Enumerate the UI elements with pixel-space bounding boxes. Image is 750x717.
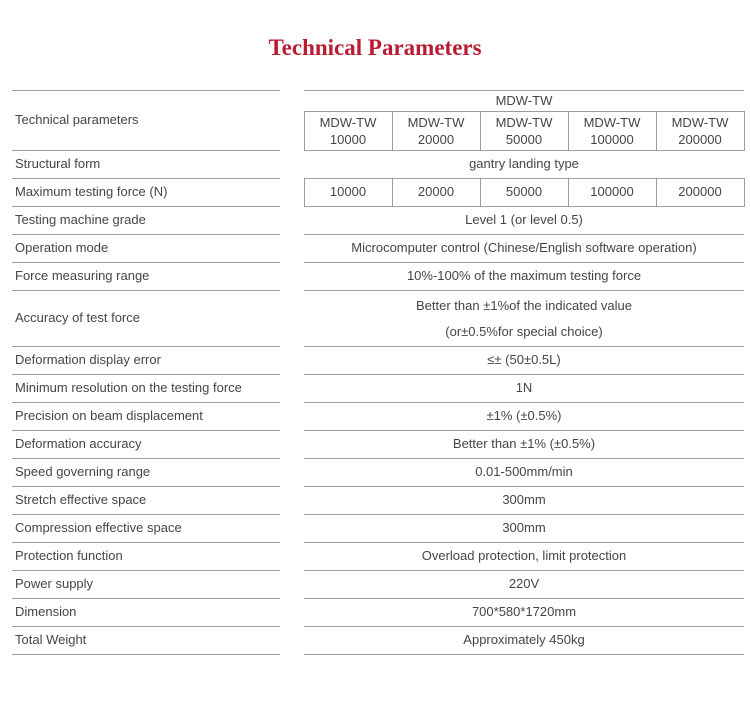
page bbox=[0, 34, 750, 655]
param-value-line: Better than ±1%of the indicated value bbox=[416, 297, 632, 313]
model-code: 20000 bbox=[417, 132, 455, 147]
param-label: Total Weight bbox=[12, 627, 280, 655]
param-label: Dimension bbox=[12, 599, 280, 627]
param-value: Level 1 (or level 0.5) bbox=[304, 207, 744, 235]
param-value: Approximately 450kg bbox=[304, 627, 744, 655]
table-row bbox=[12, 515, 744, 543]
column-gap bbox=[280, 347, 304, 375]
param-value-cell: 200000 bbox=[656, 179, 744, 207]
column-gap bbox=[280, 515, 304, 543]
param-value: 1N bbox=[304, 375, 744, 403]
column-gap bbox=[280, 235, 304, 263]
column-gap bbox=[280, 263, 304, 291]
param-value: 300mm bbox=[304, 487, 744, 515]
model-series-header: MDW-TW bbox=[304, 91, 744, 112]
param-value: 700*580*1720mm bbox=[304, 599, 744, 627]
param-label: Deformation display error bbox=[12, 347, 280, 375]
table-row bbox=[12, 627, 744, 655]
model-header-cell bbox=[568, 112, 656, 151]
model-code: 50000 bbox=[505, 132, 543, 147]
param-label: Technical parameters bbox=[12, 91, 280, 151]
model-name: MDW-TW bbox=[495, 115, 553, 130]
model-header-cell bbox=[392, 112, 480, 151]
table-row bbox=[12, 431, 744, 459]
column-gap bbox=[280, 291, 304, 347]
column-gap bbox=[280, 91, 304, 151]
table-row bbox=[12, 151, 744, 179]
table-row bbox=[12, 347, 744, 375]
param-value: 220V bbox=[304, 571, 744, 599]
model-name: MDW-TW bbox=[319, 115, 377, 130]
table-row bbox=[12, 543, 744, 571]
model-header-cell bbox=[480, 112, 568, 151]
param-label: Precision on beam displacement bbox=[12, 403, 280, 431]
param-label: Minimum resolution on the testing force bbox=[12, 375, 280, 403]
param-value: 0.01-500mm/min bbox=[304, 459, 744, 487]
table-row bbox=[12, 263, 744, 291]
column-gap bbox=[280, 375, 304, 403]
model-code: 100000 bbox=[590, 132, 634, 147]
table-row bbox=[12, 375, 744, 403]
column-gap bbox=[280, 151, 304, 179]
table-row bbox=[12, 207, 744, 235]
table-row bbox=[12, 487, 744, 515]
param-label: Structural form bbox=[12, 151, 280, 179]
table-row bbox=[12, 291, 744, 347]
param-value: Microcomputer control (Chinese/English software operation) bbox=[304, 235, 744, 263]
param-label: Deformation accuracy bbox=[12, 431, 280, 459]
param-value-cell: 10000 bbox=[304, 179, 392, 207]
column-gap bbox=[280, 431, 304, 459]
table-row bbox=[12, 403, 744, 431]
param-label: Speed governing range bbox=[12, 459, 280, 487]
param-value: Better than ±1% (±0.5%) bbox=[304, 431, 744, 459]
param-value: Overload protection, limit protection bbox=[304, 543, 744, 571]
column-gap bbox=[280, 403, 304, 431]
model-code: 10000 bbox=[329, 132, 367, 147]
column-gap bbox=[280, 459, 304, 487]
param-value-cell: 20000 bbox=[392, 179, 480, 207]
model-code: 200000 bbox=[678, 132, 722, 147]
table-row bbox=[12, 179, 744, 207]
table-row bbox=[12, 599, 744, 627]
param-label: Maximum testing force (N) bbox=[12, 179, 280, 207]
column-gap bbox=[280, 571, 304, 599]
model-header-cell bbox=[304, 112, 392, 151]
param-label: Compression effective space bbox=[12, 515, 280, 543]
column-gap bbox=[280, 627, 304, 655]
column-gap bbox=[280, 179, 304, 207]
column-gap bbox=[280, 207, 304, 235]
column-gap bbox=[280, 599, 304, 627]
technical-parameters-table bbox=[12, 90, 745, 655]
param-value-cell: 50000 bbox=[480, 179, 568, 207]
header-row-series bbox=[12, 91, 744, 112]
table-row bbox=[12, 459, 744, 487]
param-label: Testing machine grade bbox=[12, 207, 280, 235]
page-title: Technical Parameters bbox=[268, 35, 482, 60]
table-row bbox=[12, 235, 744, 263]
param-value-cell: 100000 bbox=[568, 179, 656, 207]
param-value: 300mm bbox=[304, 515, 744, 543]
param-label: Force measuring range bbox=[12, 263, 280, 291]
param-value bbox=[304, 291, 744, 347]
param-value: ≤± (50±0.5L) bbox=[304, 347, 744, 375]
param-label: Accuracy of test force bbox=[12, 291, 280, 347]
column-gap bbox=[280, 543, 304, 571]
param-label: Operation mode bbox=[12, 235, 280, 263]
param-value-line: (or±0.5%for special choice) bbox=[445, 323, 603, 339]
param-label: Stretch effective space bbox=[12, 487, 280, 515]
model-name: MDW-TW bbox=[583, 115, 641, 130]
model-name: MDW-TW bbox=[671, 115, 729, 130]
model-name: MDW-TW bbox=[407, 115, 465, 130]
param-label: Power supply bbox=[12, 571, 280, 599]
param-value: 10%-100% of the maximum testing force bbox=[304, 263, 744, 291]
param-value: gantry landing type bbox=[304, 151, 744, 179]
table-row bbox=[12, 571, 744, 599]
param-value: ±1% (±0.5%) bbox=[304, 403, 744, 431]
param-label: Protection function bbox=[12, 543, 280, 571]
model-header-cell bbox=[656, 112, 744, 151]
column-gap bbox=[280, 487, 304, 515]
